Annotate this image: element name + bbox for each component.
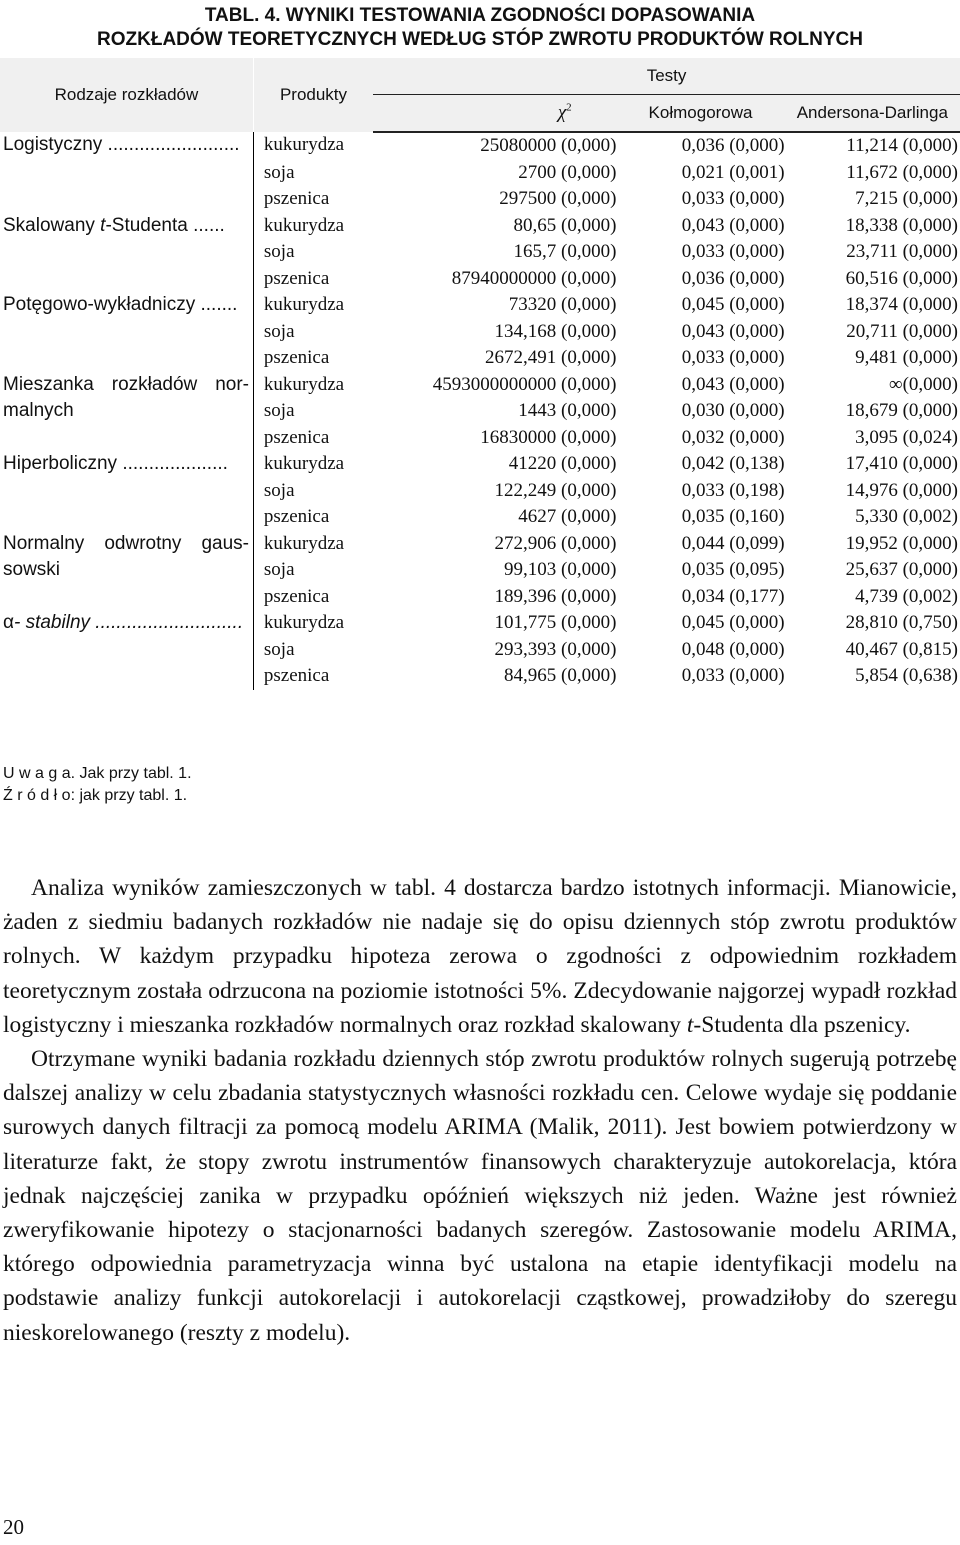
table-caption xyxy=(0,4,960,52)
kolmogorov-cell: 0,033 (0,000) xyxy=(681,665,785,686)
product-cell: soja xyxy=(263,241,295,262)
chi2-cell: 73320 (0,000) xyxy=(508,294,617,315)
product-cell: soja xyxy=(263,400,295,421)
distribution-name: α- stabilny ............................ xyxy=(0,610,253,690)
header-products: Produkty xyxy=(253,58,373,132)
table-notes xyxy=(3,763,192,807)
kolmogorov-cell: 0,030 (0,000) xyxy=(681,400,785,421)
chi2-cell: 16830000 (0,000) xyxy=(480,426,617,448)
chi2-cell: 2700 (0,000) xyxy=(518,161,617,183)
distribution-name: Hiperboliczny .................... xyxy=(0,451,253,531)
chi2-cell: 25080000 (0,000) xyxy=(480,135,617,156)
distribution-name: Normalny odwrotny gaus- sowski xyxy=(0,531,253,611)
chi2-cell: 101,775 (0,000) xyxy=(494,612,617,633)
table-note: U w a g a. Jak przy tabl. 1. xyxy=(3,765,192,782)
product-cell: kukurydza xyxy=(263,214,345,236)
product-cell: soja xyxy=(263,320,295,342)
kolmogorov-cell: 0,044 (0,099) xyxy=(681,532,785,554)
header-kolmogorov: Kołmogorowa xyxy=(616,95,784,133)
chi2-cell: 84,965 (0,000) xyxy=(504,665,617,686)
kolmogorov-cell: 0,043 (0,000) xyxy=(681,214,785,236)
anderson-cell: ∞(0,000) xyxy=(889,373,958,395)
distribution-name: Logistyczny ......................... xyxy=(0,132,253,213)
product-cell: pszenica xyxy=(263,188,330,209)
kolmogorov-cell: 0,033 (0,000) xyxy=(681,188,785,209)
anderson-cell: 18,679 (0,000) xyxy=(845,400,958,421)
chi2-cell: 99,103 (0,000) xyxy=(504,559,617,580)
kolmogorov-cell: 0,035 (0,095) xyxy=(681,559,785,580)
kolmogorov-cell: 0,036 (0,000) xyxy=(681,267,785,289)
chi2-cell: 134,168 (0,000) xyxy=(494,320,617,342)
product-cell: pszenica xyxy=(263,267,330,289)
kolmogorov-cell: 0,033 (0,198) xyxy=(681,479,785,501)
product-cell: kukurydza xyxy=(263,453,345,474)
product-cell: pszenica xyxy=(263,506,330,527)
product-cell: kukurydza xyxy=(263,294,345,315)
table-row xyxy=(0,132,960,160)
page-number: 20 xyxy=(3,1515,24,1539)
kolmogorov-cell: 0,045 (0,000) xyxy=(681,294,785,315)
product-cell: soja xyxy=(263,559,295,580)
table-header xyxy=(0,58,960,132)
chi2-cell: 1443 (0,000) xyxy=(518,400,617,421)
kolmogorov-cell: 0,045 (0,000) xyxy=(681,612,785,633)
kolmogorov-cell: 0,021 (0,001) xyxy=(681,161,785,183)
kolmogorov-cell: 0,034 (0,177) xyxy=(681,585,785,607)
anderson-cell: 9,481 (0,000) xyxy=(855,347,958,368)
product-cell: soja xyxy=(263,479,295,501)
kolmogorov-cell: 0,032 (0,000) xyxy=(681,426,785,448)
chi2-cell: 2672,491 (0,000) xyxy=(485,347,617,368)
anderson-cell: 25,637 (0,000) xyxy=(845,559,958,580)
anderson-cell: 17,410 (0,000) xyxy=(845,453,958,474)
header-anderson-darling: Andersona-Darlinga xyxy=(785,95,960,133)
product-cell: pszenica xyxy=(263,347,330,368)
chi2-cell: 87940000000 (0,000) xyxy=(451,267,617,289)
product-cell: kukurydza xyxy=(263,532,345,554)
anderson-cell: 4,739 (0,002) xyxy=(855,585,958,607)
product-cell: soja xyxy=(263,638,295,660)
chi2-cell: 189,396 (0,000) xyxy=(494,585,617,607)
product-cell: pszenica xyxy=(263,665,330,686)
kolmogorov-cell: 0,033 (0,000) xyxy=(681,347,785,368)
body-text xyxy=(3,871,957,1350)
table-row xyxy=(0,372,960,399)
anderson-cell: 18,374 (0,000) xyxy=(845,294,958,315)
header-chi-square: $\chi^2$ xyxy=(373,95,616,133)
anderson-cell: 18,338 (0,000) xyxy=(845,214,958,236)
distribution-name: Skalowany t-Studenta ...... xyxy=(0,213,253,293)
table-row xyxy=(0,451,960,478)
anderson-cell: 40,467 (0,815) xyxy=(845,638,958,660)
anderson-cell: 60,516 (0,000) xyxy=(845,267,958,289)
chi2-cell: 293,393 (0,000) xyxy=(494,638,617,660)
paragraph-1: Analiza wyników zamieszczonych w tabl. 4 dostarcza bardzo istotnych informacji. Mianowicie, żaden z siedmiu badanych rozkładów nie nadaje się do opisu dziennych stóp zwrotu produktów rolnych. W każdym przypadku hipoteza zerowa o zgodności z odpowiednim rozkładem teoretycznym została odrzucona na poziomie istotności 5%. Zdecydowanie najgorzej wypadł rozkład logistyczny i mieszanka rozkładów normalnych oraz rozkład skalowany t-Studenta dla pszenicy. xyxy=(3,875,957,1038)
caption-line-1: TABL. 4. WYNIKI TESTOWANIA ZGODNOŚCI DOPASOWANIA xyxy=(204,5,756,26)
anderson-cell: 5,854 (0,638) xyxy=(855,665,958,686)
table-row xyxy=(0,213,960,240)
chi2-cell: 4593000000000 (0,000) xyxy=(432,373,617,395)
product-cell: kukurydza xyxy=(263,134,345,155)
anderson-cell: 14,976 (0,000) xyxy=(845,479,958,501)
table-row xyxy=(0,531,960,558)
anderson-cell: 5,330 (0,002) xyxy=(855,506,958,527)
kolmogorov-cell: 0,035 (0,160) xyxy=(681,506,785,527)
kolmogorov-cell: 0,042 (0,138) xyxy=(681,453,785,474)
anderson-cell: 7,215 (0,000) xyxy=(855,188,958,209)
paragraph-2: Otrzymane wyniki badania rozkładu dziennych stóp zwrotu produktów rolnych sugerują potrzebę dalszej analizy w celu zbadania statystycznych własności rozkładu cen. Celowe wydaje się poddanie surowych danych filtracji za pomocą modelu ARIMA (Malik, 2011). Jest bowiem potwierdzony w literaturze fakt, że stopy zwrotu instrumentów finansowych charakteryzuje autokorelacja, która jednak najczęściej zanika w przypadku opóźnień większych niż jeden. Ważne jest również zweryfikowanie hipotezy o stacjonarności badanych szeregów. Zastosowanie modelu ARIMA, którego odpowiednia parametryzacja winna być ustalona na etapie identyfikacji modelu na podstawie analizy funkcji autokorelacji i autokorelacji cząstkowej, prowadziłoby do szeregu nieskorelowanego (reszty z modelu). xyxy=(3,1046,957,1346)
kolmogorov-cell: 0,048 (0,000) xyxy=(681,638,785,660)
product-cell: kukurydza xyxy=(263,373,345,395)
table-source: Ź r ó d ł o: jak przy tabl. 1. xyxy=(3,787,188,804)
chi2-cell: 80,65 (0,000) xyxy=(513,214,617,236)
anderson-cell: 11,672 (0,000) xyxy=(846,161,958,183)
chi2-cell: 4627 (0,000) xyxy=(518,506,617,527)
distribution-name: Potęgowo-wykładniczy ....... xyxy=(0,292,253,372)
table-body xyxy=(0,132,960,690)
chi2-cell: 297500 (0,000) xyxy=(499,188,617,209)
distribution-name: Mieszanka rozkładów nor- malnych xyxy=(0,372,253,452)
product-cell: kukurydza xyxy=(263,612,345,633)
kolmogorov-cell: 0,036 (0,000) xyxy=(681,135,785,156)
chi2-cell: 41220 (0,000) xyxy=(508,453,617,474)
results-table xyxy=(0,58,960,690)
anderson-cell: 28,810 (0,750) xyxy=(845,612,958,633)
kolmogorov-cell: 0,033 (0,000) xyxy=(681,241,785,262)
header-distribution-types: Rodzaje rozkładów xyxy=(0,58,253,132)
anderson-cell: 11,214 (0,000) xyxy=(846,135,958,156)
kolmogorov-cell: 0,043 (0,000) xyxy=(681,373,785,395)
caption-line-2: ROZKŁADÓW TEORETYCZNYCH WEDŁUG STÓP ZWROTU PRODUKTÓW ROLNYCH xyxy=(97,29,863,50)
chi2-cell: 165,7 (0,000) xyxy=(513,241,617,262)
chi2-cell: 122,249 (0,000) xyxy=(494,479,617,501)
product-cell: soja xyxy=(263,161,295,183)
table-row xyxy=(0,610,960,637)
chi2-cell: 272,906 (0,000) xyxy=(494,532,617,554)
product-cell: pszenica xyxy=(263,426,330,448)
anderson-cell: 19,952 (0,000) xyxy=(845,532,958,554)
kolmogorov-cell: 0,043 (0,000) xyxy=(681,320,785,342)
anderson-cell: 20,711 (0,000) xyxy=(846,320,958,342)
header-tests: Testy xyxy=(373,58,960,95)
table-row xyxy=(0,292,960,319)
anderson-cell: 3,095 (0,024) xyxy=(855,426,958,448)
anderson-cell: 23,711 (0,000) xyxy=(846,241,958,262)
product-cell: pszenica xyxy=(263,585,330,607)
